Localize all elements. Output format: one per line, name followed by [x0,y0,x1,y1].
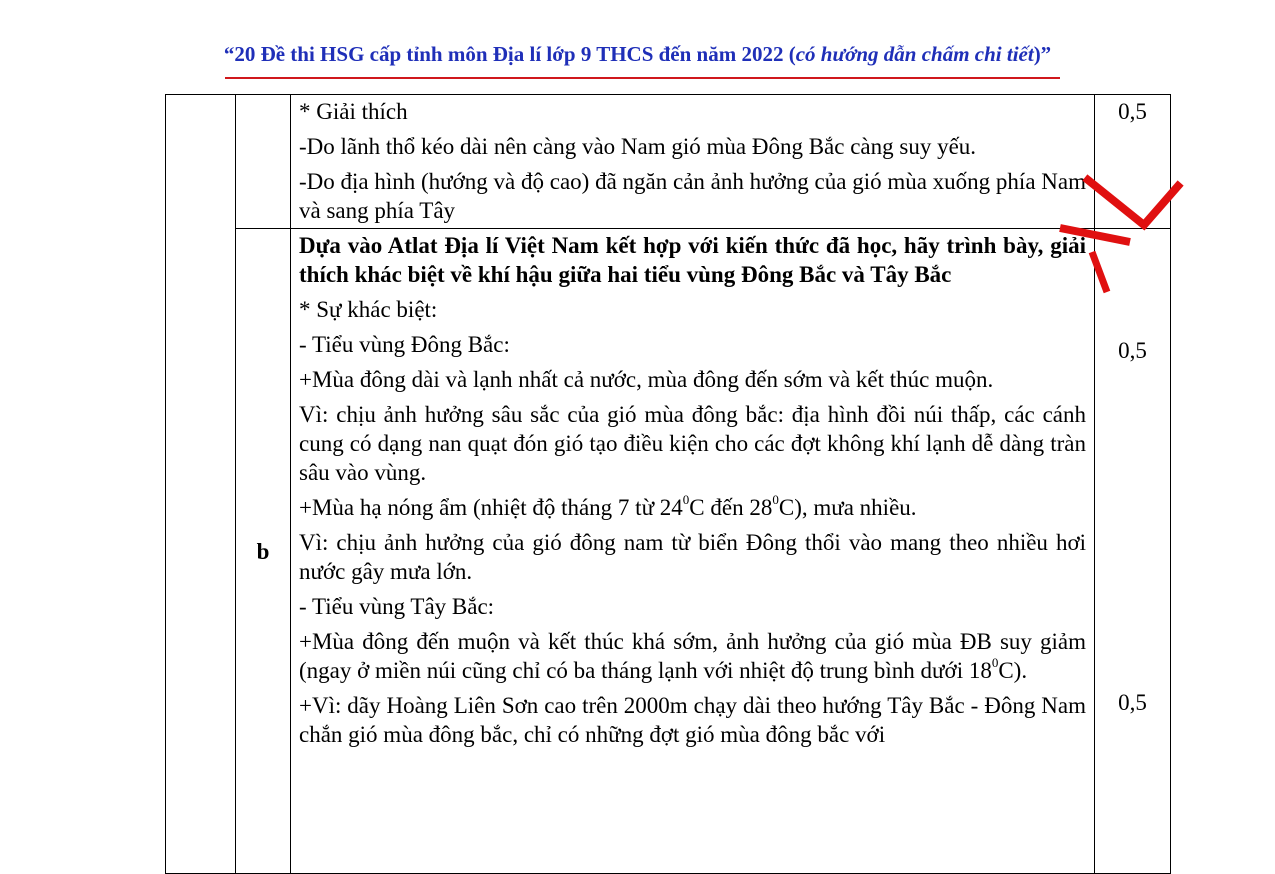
taybac-reason: +Vì: dãy Hoàng Liên Sơn cao trên 2000m chạy dài theo hướng Tây Bắc - Đông Nam chắn gió mùa đông bắc, chỉ có những đợt gió mùa đông bắc với [299,693,1086,747]
dongbac-winter-reason: Vì: chịu ảnh hưởng sâu sắc của gió mùa đông bắc: địa hình đồi núi thấp, các cánh cung có dạng nan quạt đón gió tạo điều kiện cho các đợt không khí lạnh dễ dàng tràn sâu vào vùng. [299,402,1086,485]
title-underline [225,77,1060,79]
taybac-heading: - Tiểu vùng Tây Bắc: [299,594,495,619]
dongbac-winter: +Mùa đông dài và lạnh nhất cả nước, mùa đông đến sớm và kết thúc muộn. [299,367,994,392]
difference-heading: * Sự khác biệt: [299,297,438,322]
score-value-bottom: 0,5 [1118,690,1147,715]
explanation-heading: * Giải thích [299,99,408,124]
document-title: “20 Đề thi HSG cấp tỉnh môn Địa lí lớp 9 THCS đến năm 2022 (có hướng dẫn chấm chi tiết)” [223,42,1052,66]
score-value-top: 0,5 [1118,338,1147,363]
answer-table [165,94,1171,874]
question-cell [166,95,236,874]
explanation-line: -Do lãnh thổ kéo dài nên càng vào Nam gió mùa Đông Bắc càng suy yếu. [299,134,977,159]
dongbac-summer: +Mùa hạ nóng ẩm (nhiệt độ tháng 7 từ $24^0C$ đến $28^0C$), mưa nhiều. [299,492,917,520]
part-label-b: b [236,229,291,874]
taybac-winter: +Mùa đông đến muộn và kết thúc khá sớm, ảnh hưởng của gió mùa ĐB suy giảm (ngay ở miền núi cũng chỉ có ba tháng lạnh với nhiệt độ trung bình dưới $18^0C$). [299,629,1086,683]
explanation-cell [291,95,1095,229]
table-row-part-b [166,229,1171,874]
score-value: 0,5 [1118,99,1147,124]
red-checkmark-icon [1052,170,1192,300]
question-text: Dựa vào Atlat Địa lí Việt Nam kết hợp với kiến thức đã học, hãy trình bày, giải thích khác biệt về khí hậu giữa hai tiểu vùng Đông Bắc và Tây Bắc [299,233,1086,287]
answer-cell [291,229,1095,874]
dongbac-summer-reason: Vì: chịu ảnh hưởng của gió đông nam từ biển Đông thổi vào mang theo nhiều hơi nước gây mưa lớn. [299,530,1086,584]
explanation-line: -Do địa hình (hướng và độ cao) đã ngăn cản ảnh hưởng của gió mùa xuống phía Nam và sang phía Tây [299,169,1086,223]
part-cell-empty [236,95,291,229]
score-cell-b [1095,229,1171,874]
table-row-explanation [166,95,1171,229]
dongbac-heading: - Tiểu vùng Đông Bắc: [299,332,510,357]
